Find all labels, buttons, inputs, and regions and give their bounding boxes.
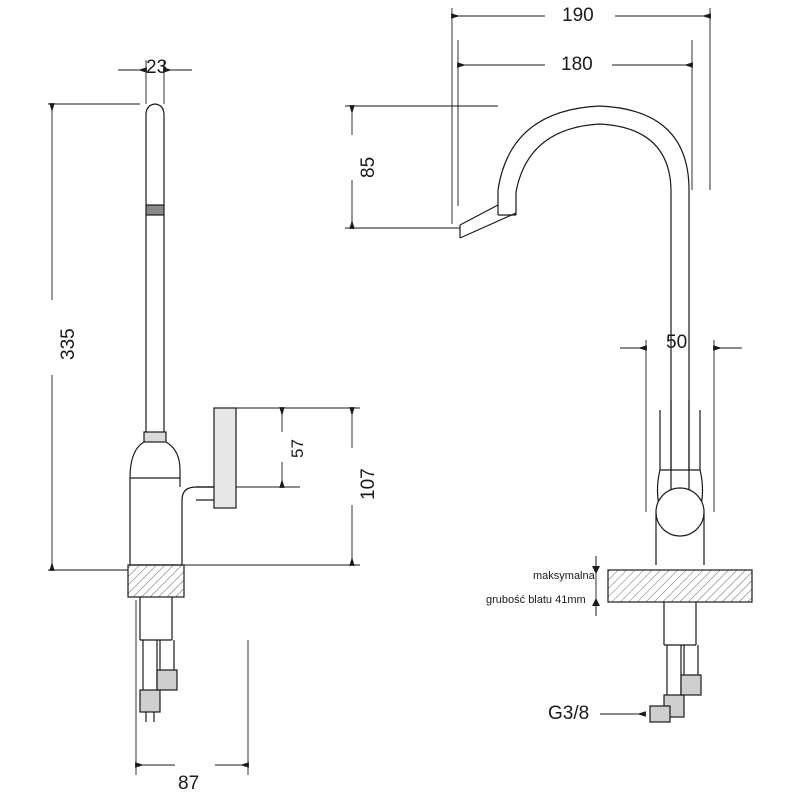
dimension-label-spout-reach: 180	[561, 54, 593, 75]
note-countertop-thickness-line1: maksymalna	[533, 570, 595, 582]
dimension-label-handle-height: 57	[288, 439, 307, 458]
dimension-label-base-width: 87	[178, 773, 200, 794]
front-view-geometry	[128, 104, 236, 722]
dimension-label-overall-reach: 190	[562, 5, 594, 26]
dimension-label-body-height: 107	[358, 468, 379, 500]
dimension-label-thread-size: G3/8	[548, 703, 590, 724]
side-view-geometry	[460, 106, 752, 722]
dimension-label-base-diameter: 50	[666, 332, 688, 353]
dimension-label-spout-height: 85	[358, 156, 379, 178]
dimension-label-total-height: 335	[58, 328, 79, 360]
dimension-label-spout-diameter: 23	[146, 57, 168, 78]
note-countertop-thickness-line2: grubość blatu 41mm	[486, 594, 586, 606]
side-view-dimension-lines	[345, 8, 742, 714]
front-view-dimension-lines	[48, 60, 360, 775]
